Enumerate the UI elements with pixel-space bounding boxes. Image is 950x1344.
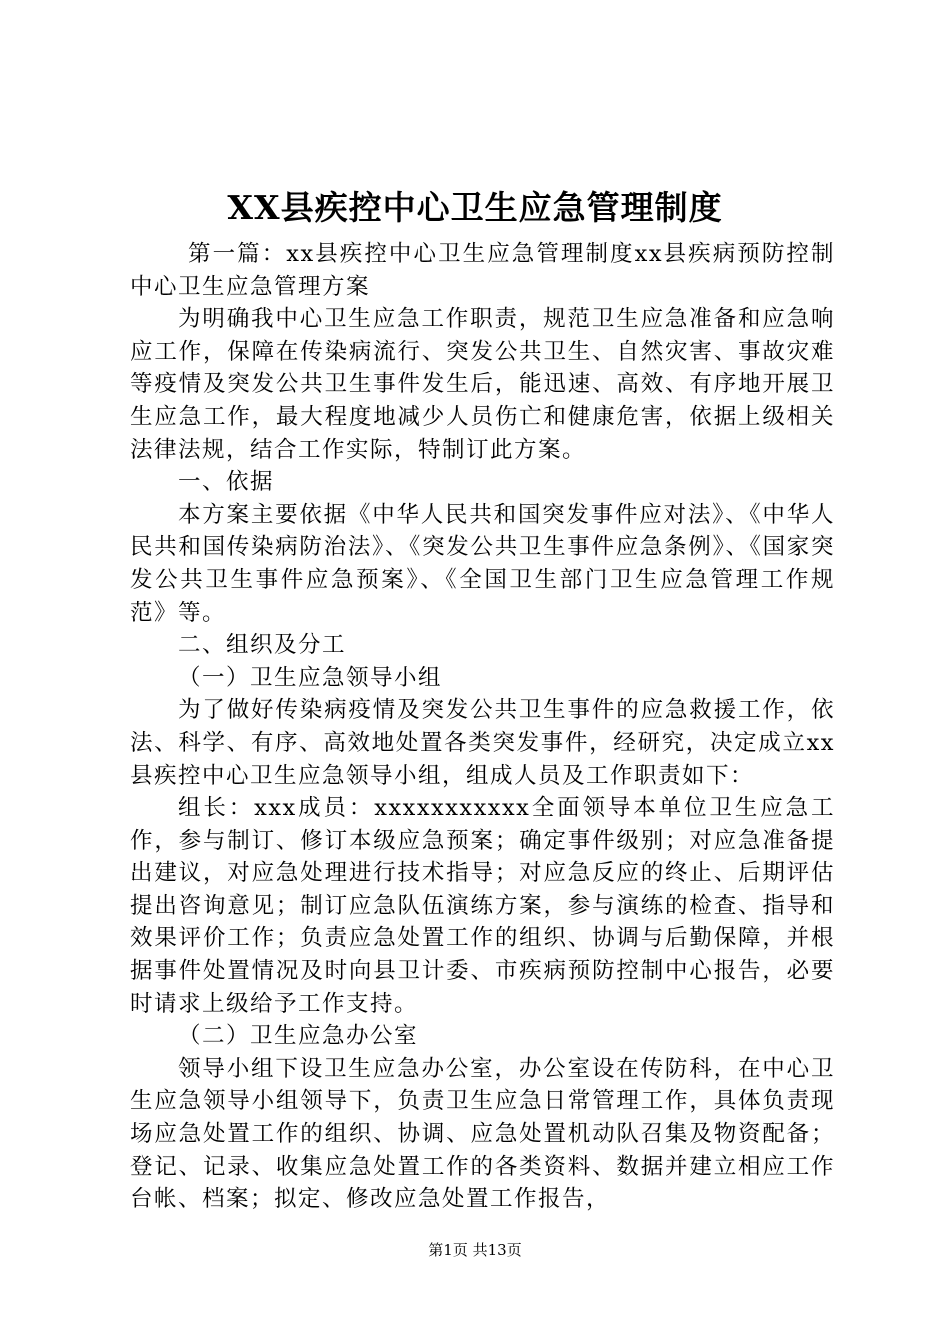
paragraph-6: 领导小组下设卫生应急办公室，办公室设在传防科，在中心卫生应急领导小组领导下，负责卫生应急日常管理工作，具体负责现场应急处置工作的组织、协调、应急处置机动队召集及物资配备；登记、记录、收集应急处置工作的各类资料、数据并建立相应工作台帐、档案；拟定、修改应急处置工作报告， bbox=[130, 1055, 835, 1213]
subsection-heading-2: （二）卫生应急办公室 bbox=[178, 1023, 419, 1050]
document-body bbox=[130, 238, 835, 1216]
paragraph-5: 组长：xxx成员：xxxxxxxxxxx全面领导本单位卫生应急工作，参与制订、修订本级应急预案；确定事件级别；对应急准备提出建议，对应急处理进行技术指导；对应急反应的终止、后期评估提出咨询意见；制订应急队伍演练方案，参与演练的检查、指导和效果评价工作；负责应急处置工作的组织、协调与后勤保障，并根据事件处置情况及时向县卫计委、市疾病预防控制中心报告，必要时请求上级给予工作支持。 bbox=[130, 795, 835, 1017]
paragraph-4: 为了做好传染病疫情及突发公共卫生事件的应急救援工作，依法、科学、有序、高效地处置各类突发事件，经研究，决定成立xx县疾控中心卫生应急领导小组，组成人员及工作职责如下： bbox=[130, 697, 835, 789]
document-title: XX县疾控中心卫生应急管理制度 bbox=[227, 188, 723, 227]
paragraph-2: 为明确我中心卫生应急工作职责，规范卫生应急准备和应急响应工作，保障在传染病流行、突发公共卫生、自然灾害、事故灾难等疫情及突发公共卫生事件发生后，能迅速、高效、有序地开展卫生应急工作，最大程度地减少人员伤亡和健康危害，依据上级相关法律法规，结合工作实际，特制订此方案。 bbox=[130, 306, 835, 463]
section-heading-1: 一、依据 bbox=[178, 469, 275, 496]
section-heading-2: 二、组织及分工 bbox=[178, 632, 347, 659]
paragraph-3: 本方案主要依据《中华人民共和国突发事件应对法》、《中华人民共和国传染病防治法》、《突发公共卫生事件应急条例》、《国家突发公共卫生事件应急预案》、《全国卫生部门卫生应急管理工作规范》等。 bbox=[130, 501, 835, 626]
subsection-heading-1: （一）卫生应急领导小组 bbox=[178, 664, 443, 691]
page-footer: 第1页 共13页 bbox=[428, 1241, 522, 1259]
paragraph-1: 第一篇：xx县疾控中心卫生应急管理制度xx县疾病预防控制中心卫生应急管理方案 bbox=[130, 241, 835, 300]
